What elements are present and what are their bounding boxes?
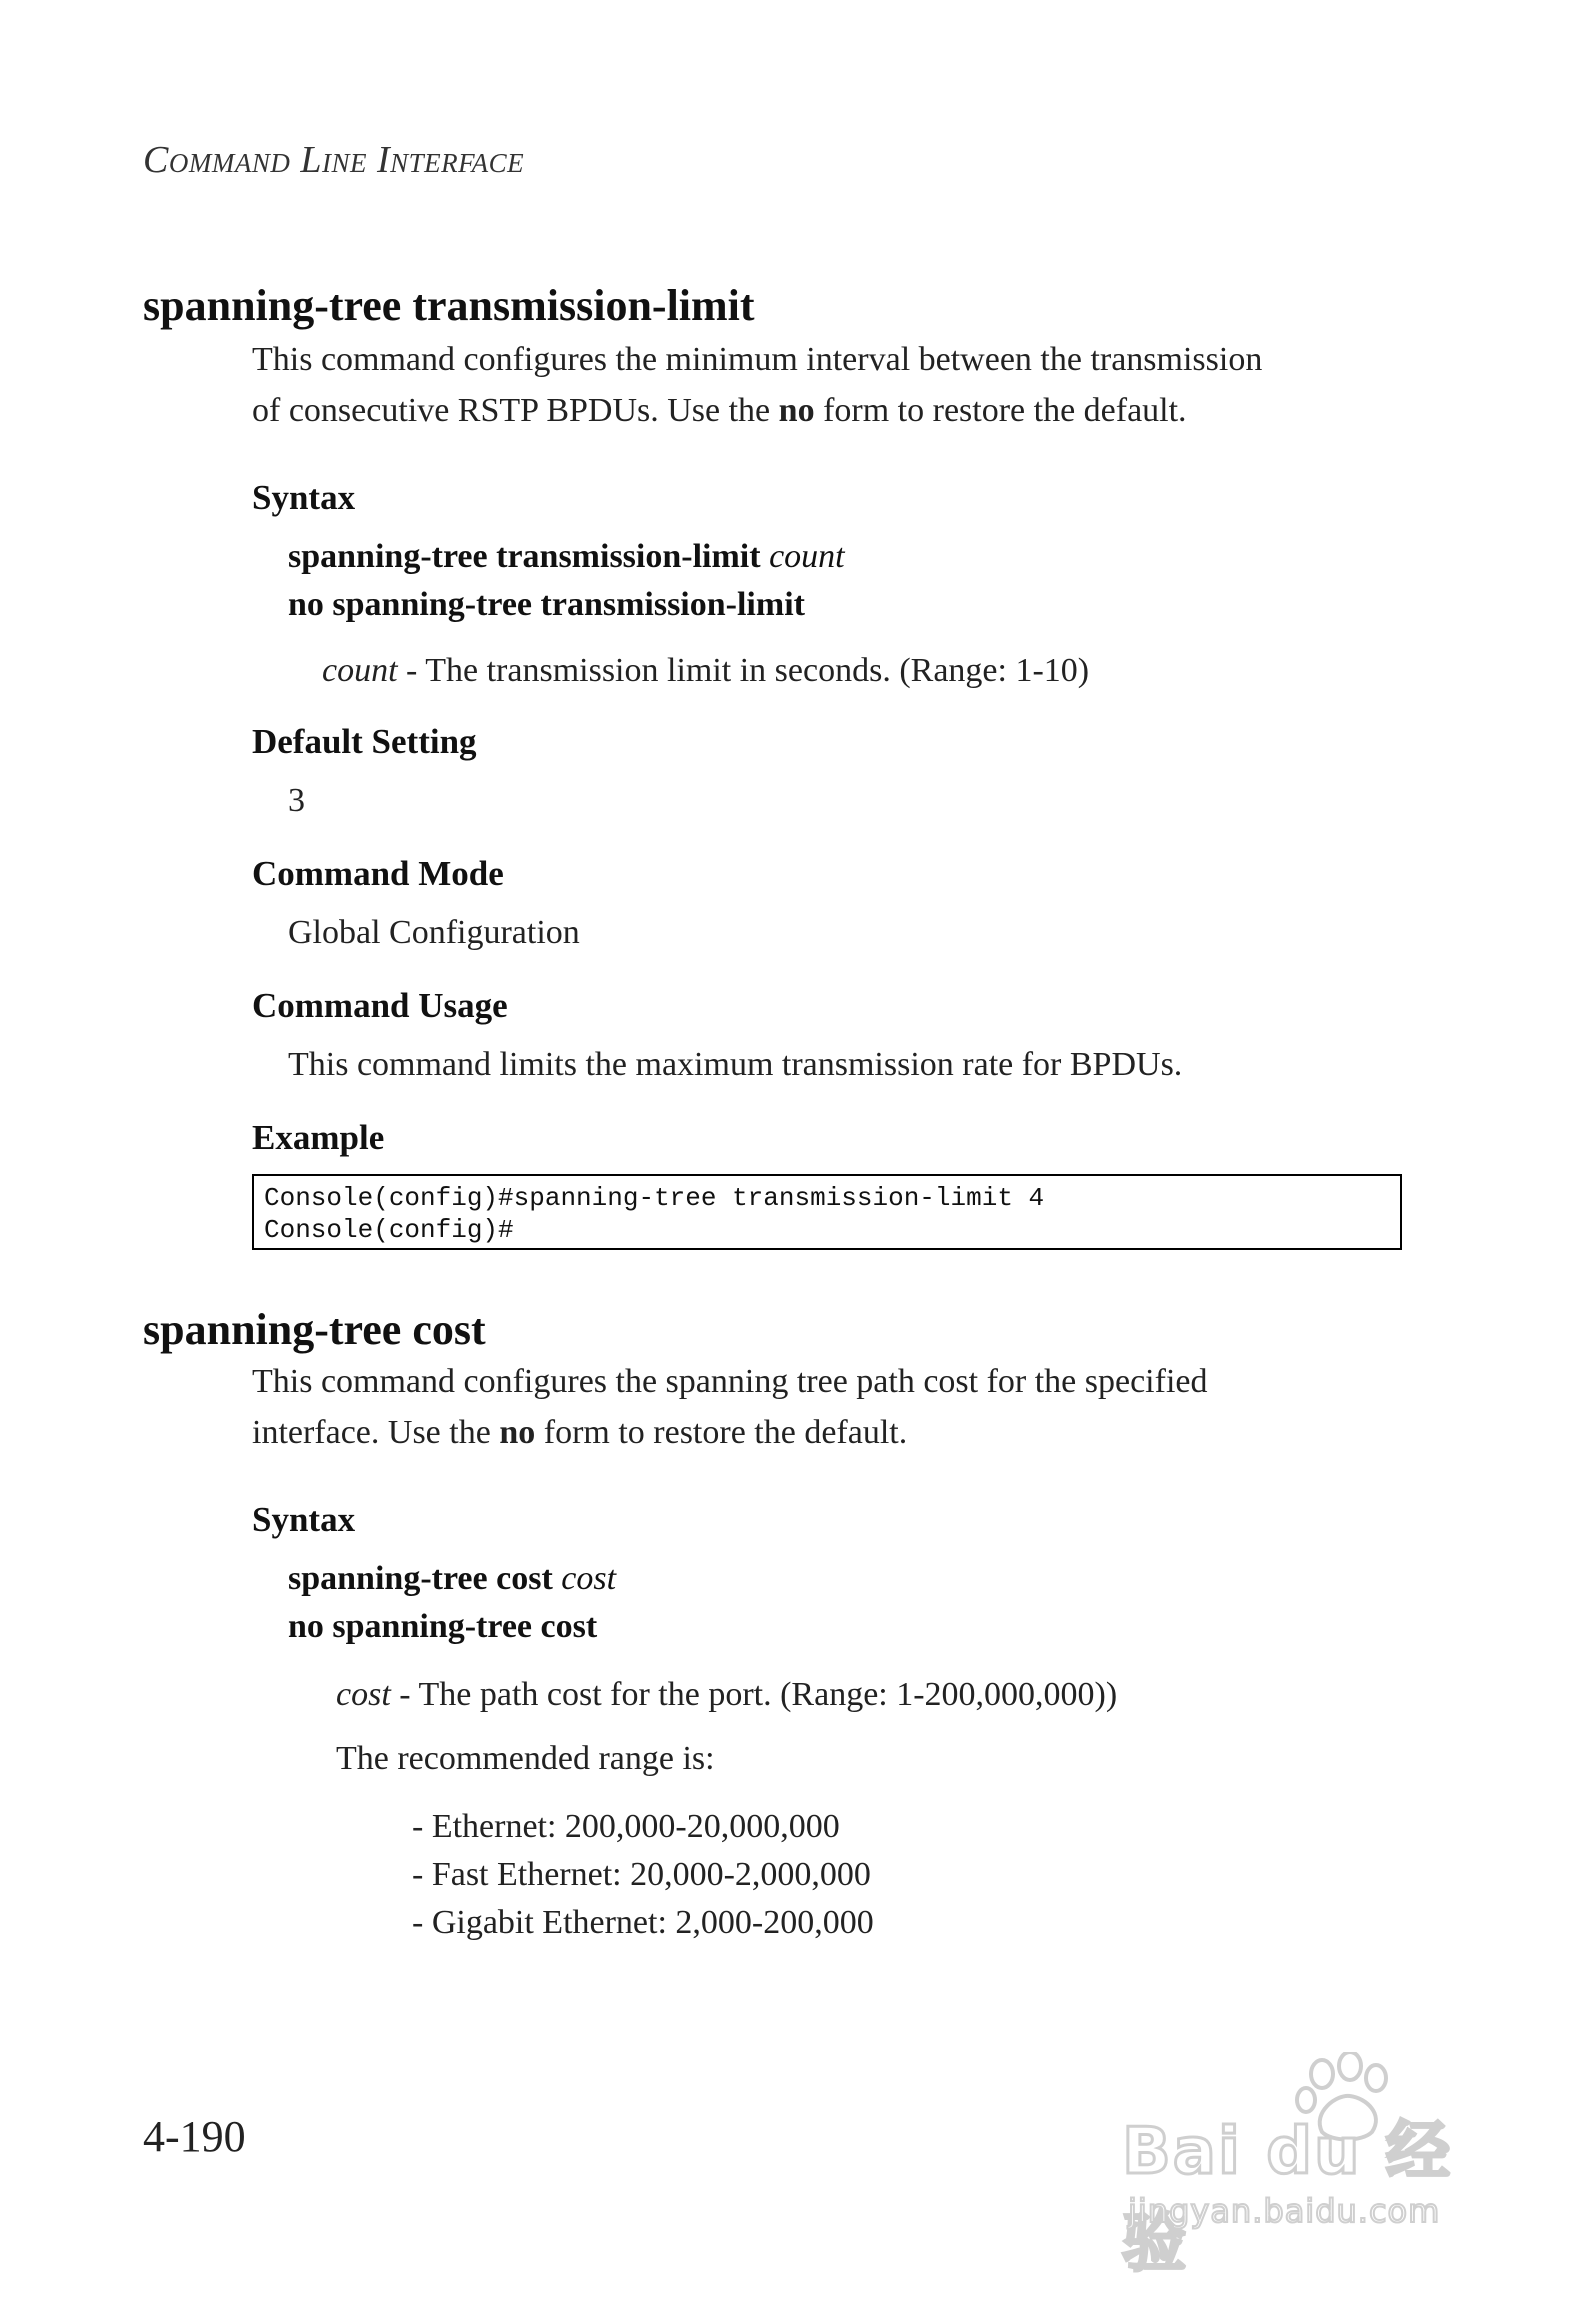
code-line-1: Console(config)#spanning-tree transmission-limit 4 <box>264 1183 1045 1213</box>
code-line-2: Console(config)# <box>264 1215 514 1245</box>
no-keyword: no <box>499 1414 536 1451</box>
example-code-box <box>252 1174 1402 1250</box>
default-setting-heading: Default Setting <box>252 722 477 761</box>
command-mode-heading: Command Mode <box>252 854 504 893</box>
range-item-ethernet: - Ethernet: 200,000-20,000,000 <box>412 1808 840 1845</box>
intro-line-1: This command configures the minimum interval between the transmission <box>252 341 1263 378</box>
watermark-url: jingyan.baidu.com <box>1128 2192 1441 2230</box>
command-parameter: count <box>769 538 845 575</box>
intro-text: of consecutive RSTP BPDUs. Use the <box>252 392 779 429</box>
parameter-name: count <box>322 652 398 689</box>
example-heading: Example <box>252 1118 385 1157</box>
syntax-command <box>288 538 845 576</box>
range-item-fast-ethernet: - Fast Ethernet: 20,000-2,000,000 <box>412 1856 871 1893</box>
intro-text: interface. Use the <box>252 1414 500 1451</box>
parameter-text: - The transmission limit in seconds. (Range: 1-10) <box>397 652 1090 689</box>
command-title-transmission-limit: spanning-tree transmission-limit <box>143 281 755 330</box>
intro-line-2 <box>252 385 1412 436</box>
syntax-no-command: no spanning-tree transmission-limit <box>288 586 805 623</box>
recommended-range-intro: The recommended range is: <box>336 1740 715 1777</box>
command-usage-heading: Command Usage <box>252 986 508 1025</box>
syntax-no-command: no spanning-tree cost <box>288 1608 598 1645</box>
intro-line-2 <box>252 1407 1412 1458</box>
watermark-logo-text: Bai du 经验 <box>1122 2115 1452 2281</box>
command-mode-value: Global Configuration <box>288 914 580 951</box>
page-number: 4-190 <box>143 2112 246 2161</box>
command-keyword: spanning-tree cost <box>288 1560 553 1597</box>
command-keyword: spanning-tree transmission-limit <box>288 538 761 575</box>
command-usage-value: This command limits the maximum transmission rate for BPDUs. <box>288 1046 1183 1083</box>
intro-line-1: This command configures the spanning tree path cost for the specified <box>252 1363 1208 1400</box>
syntax-heading: Syntax <box>252 478 356 517</box>
parameter-name: cost <box>336 1676 391 1713</box>
syntax-heading: Syntax <box>252 1500 356 1539</box>
command-title-cost: spanning-tree cost <box>143 1305 486 1354</box>
intro-text: form to restore the default. <box>814 392 1187 429</box>
baidu-watermark <box>1122 2052 1482 2281</box>
intro-paragraph-cost <box>252 1356 1412 1458</box>
command-parameter: cost <box>561 1560 617 1597</box>
parameter-text: - The path cost for the port. (Range: 1-200,000,000)) <box>390 1676 1118 1713</box>
range-item-gigabit-ethernet: - Gigabit Ethernet: 2,000-200,000 <box>412 1904 874 1941</box>
syntax-command <box>288 1560 616 1598</box>
running-head: Command Line Interface <box>143 139 525 181</box>
no-keyword: no <box>778 392 815 429</box>
intro-text: form to restore the default. <box>535 1414 908 1451</box>
parameter-description <box>322 652 1089 690</box>
parameter-description <box>336 1676 1117 1714</box>
intro-paragraph-transmission-limit <box>252 334 1412 436</box>
default-setting-value: 3 <box>288 782 305 819</box>
